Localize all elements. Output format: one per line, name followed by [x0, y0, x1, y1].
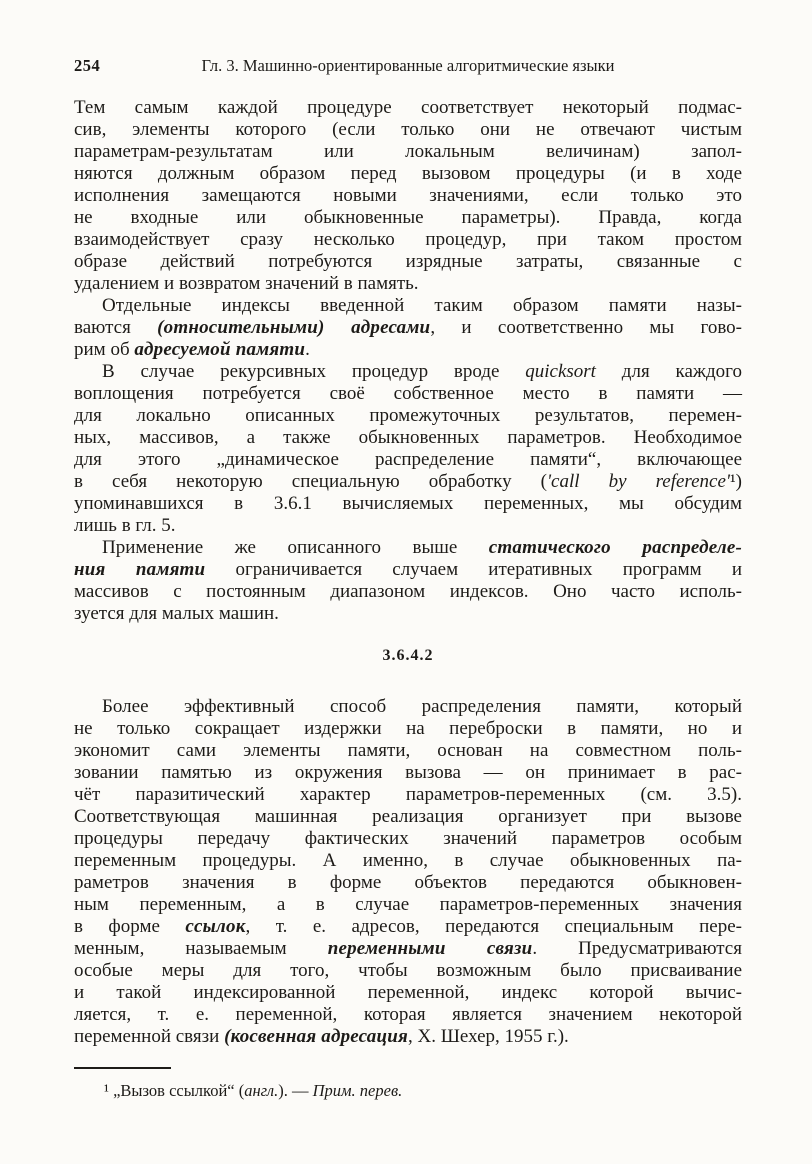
- paragraph: [74, 295, 742, 361]
- text-line: [74, 427, 742, 449]
- running-title: Гл. 3. Машинно-ориентированные алгоритмические языки: [201, 56, 615, 75]
- text-line: [74, 1026, 742, 1048]
- text-run: ). —: [278, 1081, 313, 1100]
- paragraph: [74, 97, 742, 295]
- text-run: удалением и возвратом значений в память.: [74, 273, 419, 294]
- text-run: (относительными) адресами: [157, 317, 431, 338]
- text-line: [74, 603, 742, 625]
- text-line: [74, 784, 742, 806]
- text-run: в себя некоторую специальную обработку (: [74, 471, 547, 492]
- text-line: [74, 295, 742, 317]
- text-line: [74, 982, 742, 1004]
- text-line: [74, 339, 742, 361]
- text-run: ссылок: [185, 916, 246, 937]
- text-line: [74, 938, 742, 960]
- text-line: [74, 806, 742, 828]
- text-line: [74, 872, 742, 894]
- text-run: Более эффективный способ распределения памяти, который: [102, 696, 742, 717]
- text-run: параметрам-результатам или локальным величинам) запол-: [74, 141, 742, 162]
- text-run: переменным процедуры. А именно, в случае обыкновенных па-: [74, 850, 742, 871]
- text-line: [74, 251, 742, 273]
- text-run: процедуры передачу фактических значений параметров особым: [74, 828, 742, 849]
- footnote: [74, 1067, 742, 1101]
- text-run: ляется, т. е. переменной, которая является значением некоторой: [74, 1004, 742, 1025]
- text-line: [74, 740, 742, 762]
- text-line: [74, 471, 742, 493]
- text-run: англ.: [244, 1081, 279, 1100]
- text-run: ния памяти: [74, 559, 206, 580]
- text-line: [74, 581, 742, 603]
- text-run: раметров значения в форме объектов передаются обыкновен-: [74, 872, 742, 893]
- text-line: [74, 317, 742, 339]
- text-run: .: [305, 339, 310, 360]
- text-run: ваются: [74, 317, 158, 338]
- text-run: ограничивается случаем итеративных программ и: [205, 559, 742, 580]
- text-run: . Предусматриваются: [532, 938, 742, 959]
- text-line: [74, 119, 742, 141]
- text-run: воплощения потребуется своё собственное место в памяти —: [74, 383, 742, 404]
- text-run: сив, элементы которого (если только они не отвечают чистым: [74, 119, 742, 140]
- text-line: [74, 916, 742, 938]
- text-run: и такой индексированной переменной, индекс которой вычис-: [74, 982, 742, 1003]
- text-line: [74, 559, 742, 581]
- text-run: Отдельные индексы введенной таким образом памяти назы-: [102, 295, 742, 316]
- text-line: [74, 449, 742, 471]
- text-line: [74, 828, 742, 850]
- text-run: упоминавшихся в 3.6.1 вычисляемых переменных, мы обсудим: [74, 493, 742, 514]
- text-run: , и соответственно мы гово-: [430, 317, 743, 338]
- text-run: quicksort: [525, 361, 596, 382]
- text-run: 'call by reference': [546, 471, 730, 492]
- text-line: [74, 141, 742, 163]
- text-run: зовании памятью из окружения вызова — он принимает в рас-: [74, 762, 742, 783]
- text-line: [74, 163, 742, 185]
- text-run: не входные или обыкновенные параметры). Правда, когда: [74, 207, 742, 228]
- text-run: адресуемой памяти: [134, 339, 306, 360]
- text-run: образе действий потребуются изрядные затраты, связанные с: [74, 251, 742, 272]
- text-line: [74, 696, 742, 718]
- text-run: В случае рекурсивных процедур вроде: [102, 361, 526, 382]
- text-run: ¹ „Вызов ссылкой“ (: [104, 1081, 245, 1100]
- running-header: [74, 56, 742, 76]
- text-line: [74, 361, 742, 383]
- footnote-divider: [74, 1067, 171, 1069]
- text-run: статического распределе-: [488, 537, 742, 558]
- text-line: [74, 515, 742, 537]
- page-content: [74, 56, 742, 1101]
- text-run: менным, называемым: [74, 938, 328, 959]
- text-run: Применение же описанного выше: [102, 537, 489, 558]
- text-run: исполнения замещаются новыми значениями, если только это: [74, 185, 742, 206]
- text-run: ных, массивов, а также обыкновенных параметров. Необходимое: [74, 427, 742, 448]
- text-run: для локально описанных промежуточных результатов, перемен-: [74, 405, 742, 426]
- body-text: [74, 97, 742, 1048]
- text-line: [74, 1004, 742, 1026]
- text-run: не только сокращает издержки на переброски в памяти, но и: [74, 718, 742, 739]
- text-run: взаимодействует сразу несколько процедур, при таком простом: [74, 229, 742, 250]
- paragraph: [74, 361, 742, 537]
- paragraph: [74, 696, 742, 1048]
- text-run: рим об: [74, 339, 135, 360]
- text-line: [74, 537, 742, 559]
- text-run: зуется для малых машин.: [74, 603, 279, 624]
- text-run: массивов с постоянным диапазоном индексов. Оно часто исполь-: [74, 581, 742, 602]
- text-run: для каждого: [595, 361, 742, 382]
- text-run: в форме: [74, 916, 186, 937]
- text-run: чёт паразитический характер параметров-переменных (см. 3.5).: [74, 784, 742, 805]
- text-run: ¹): [729, 471, 742, 492]
- text-run: Тем самым каждой процедуре соответствует некоторый подмас-: [74, 97, 742, 118]
- footnote-text: [74, 1081, 742, 1101]
- text-run: для этого „динамическое распределение памяти“, включающее: [74, 449, 742, 470]
- text-line: [74, 718, 742, 740]
- paragraph: [74, 537, 742, 625]
- text-run: Прим. перев.: [312, 1081, 403, 1100]
- text-run: няются должным образом перед вызовом процедуры (и в ходе: [74, 163, 742, 184]
- text-run: экономит сами элементы памяти, основан на совместном поль-: [74, 740, 742, 761]
- text-line: [74, 960, 742, 982]
- text-line: [74, 850, 742, 872]
- text-line: [74, 405, 742, 427]
- text-run: переменной связи: [74, 1026, 225, 1047]
- text-run: особые меры для того, чтобы возможным было присваивание: [74, 960, 742, 981]
- text-run: ным переменным, а в случае параметров-переменных значения: [74, 894, 742, 915]
- section-heading: 3.6.4.2: [382, 647, 434, 664]
- text-line: [74, 207, 742, 229]
- text-run: Соответствующая машинная реализация организует при вызове: [74, 806, 742, 827]
- text-line: [74, 383, 742, 405]
- text-run: лишь в гл. 5.: [74, 515, 176, 536]
- text-run: переменными связи: [327, 938, 533, 959]
- text-line: [74, 762, 742, 784]
- text-line: [74, 185, 742, 207]
- text-line: [74, 229, 742, 251]
- text-line: [74, 493, 742, 515]
- text-line: [74, 97, 742, 119]
- text-run: , т. е. адресов, передаются специальным пере-: [245, 916, 742, 937]
- text-run: , Х. Шехер, 1955 г.).: [408, 1026, 569, 1047]
- text-run: (косвенная адресация: [224, 1026, 409, 1047]
- text-line: [74, 894, 742, 916]
- text-line: [74, 273, 742, 295]
- page-number: 254: [74, 56, 101, 75]
